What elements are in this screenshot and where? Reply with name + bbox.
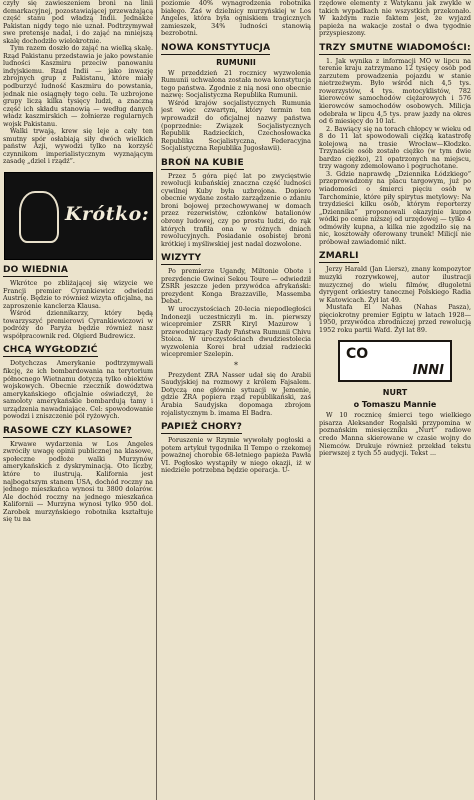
- article-paragraph: Wśród dziennikarzy, który będą towarzyszyć premierowi Cyrankiewiczowi w podróży do Paryża będzie również nasz współpracownik red. Olgierd Budrewicz.: [3, 309, 153, 340]
- article-paragraph: Dotychczas Amerykanie podtrzymywali fikcję, że ich bombardowania na terytorium północnego Wietnamu dotyczą tylko obiektów wojskowych. Obecnie rzecznik dowództwa amerykańskiego oficjalnie oświadczył, że samoloty amerykańskie bombardują tamy i urządzenia nawadniające. Cel: spowodowanie powodzi i zniszczenie pól ryżowych.: [3, 359, 153, 421]
- krotko-section-header: [4, 172, 153, 260]
- logo-text-co: CO: [346, 346, 369, 363]
- article-paragraph: Po premierze Ugandy, Miltonie Obote i prezydencie Gwinei Sekou Toure — odwiedził ZSRR jeszcze jeden przywódca afrykański: prezydent Konga Brazzaville, Massemba Debat.: [161, 267, 311, 306]
- article-paragraph: W przeddzień 21 rocznicy wyzwolenia Rumunii uchwalona została nowa konstytucja tego państwa. Zgodnie z nią nosi ono obecnie nazwę: Socjalistyczna Republika Rumunii.: [161, 68, 311, 100]
- article-paragraph: rzędowe elementy z Watykanu jak zwykle w takich wypadkach nie wszystkich przekonało. W każdym razie faktem jest, że wyjazd papieża na wakacje został o dwa tygodnie przyspieszony.: [319, 0, 471, 38]
- article-paragraph: 3. Gdzie naprawdę „Dziennika Łódzkiego” przeprowadzony na placu targowym, już po wiadomości o śmierci pięciu osób w Tarchominie, które piły spirytus metylowy: Na trzydzieści kilku osób, którym reporterzy „Dziennika” proponowali okazyjnie kupno wódki po cenie niższej od urzędowej — tylko 4 odmówiły kupna, a kilka nie zgodziło się na nic, kosztowały oferowany trunek! Milicji nie próbował zawiadomić nikt.: [319, 169, 471, 246]
- section-heading: BROŃ NA KUBIE: [161, 157, 244, 168]
- section-heading: TRZY SMUTNE WIADOMOŚCI:: [319, 42, 471, 53]
- article-paragraph: Wśród krajów socjalistycznych Rumunia jest więc czwartym, który termin ten wprowadził do oficjalnej nazwy państwa (poprzednie: Związek Socjalistycznych Republik Radzieckich, Czechosłowacka Republika Socjalistyczna, Federacyjna Socjalistyczna Republika Jugosławii).: [161, 98, 311, 153]
- hand-drawing-icon: [19, 191, 59, 243]
- section-heading: PAPIEŻ CHORY?: [161, 422, 243, 433]
- logo-text-inni: INNI: [412, 363, 444, 379]
- co-inni-logo: [338, 340, 452, 382]
- section-heading: RASOWE CZY KLASOWE?: [3, 425, 132, 436]
- column-2: [161, 0, 311, 800]
- section-heading: WIZYTY: [161, 253, 202, 264]
- section-heading: NOWA KONSTYTUCJA: [161, 42, 271, 53]
- article-paragraph: W uroczystościach 20-lecia niepodległości Indonezji uczestniczyli m. in. pierwszy wicepremier ZSRR Kiryl Mazurow i przewodniczący Rady Państwa Rumunii Chivu Stoica. W uroczystościach dwudziestolecia wyzwolenia Korei brał udział radziecki wicepremier Szelepin.: [161, 304, 311, 359]
- article-paragraph: Prezydent ZRA Nasser udał się do Arabii Saudyjskiej na rozmowy z królem Fajsalem. Dotyczą one głównie sytuacji w Jemenie, gdzie ZRA popiera rząd republikański, zaś Arabia Saudyjska dopomaga zbrojom rojalistycznym b. imama El Badra.: [161, 370, 311, 417]
- article-paragraph: Wkrótce po zbliżającej się wizycie we Francji premier Cyrankiewicz odwiedzi Austrię. Będzie to również wizyta oficjalna, na zaproszenie kanclerza Klausa.: [3, 279, 153, 310]
- article-paragraph: czyły się zawieszeniem broni na linii demarkacyjnej, pozostawiającej przeważającą część stanu pod władzą Indii. Jednakże Pakistan nigdy tego nie uznał. Podtrzymywał swe pretensje nadal, i do zająć na mniejszą skalę dochodziło wielokrotnie.: [3, 0, 153, 45]
- section-heading: ZMARLI: [319, 251, 359, 262]
- article-paragraph: Mustafa El Nahas (Nahas Pasza), pięciokrotny premier Egiptu w latach 1928—1950, przywódca zbrodniczej przed rewolucją 1952 roku partii Wafd. Żył lat 89.: [319, 303, 471, 334]
- column-subtitle: o Tomaszu Mannie: [353, 400, 437, 410]
- section-subheading: RUMUNII: [216, 57, 256, 67]
- article-paragraph: Poruszenie w Rzymie wywołały pogłoski a potem artykuł tygodnika Il Tempo o rzekomej poważnej chorobie 68-letniego papieża Pawła VI. Pogłosko wystąpiły w niego okazji, iż w niedziele potrzebna będzie operacja. U-: [161, 436, 311, 475]
- article-paragraph: poziomie 40% wynagrodzenia robotnika białego. Zaś w dzielnicy murzyńskiej w Los Angeles, która była ogniskiem tragicznych zamieszek, 34% ludności stanowią bezrobotni.: [161, 0, 311, 38]
- article-paragraph: Walki trwają, krew się leje a cały ten smutny spór osłabiają siły dwóch wielkich państw Azji, wywodzi tylko na korzyść czynnikom imperialistycznym wyznającym zasadę „dziel i rządź”.: [3, 127, 153, 166]
- column-title: NURT: [382, 388, 408, 398]
- article-paragraph: W 10 rocznicę śmierci tego wielkiego pisarza Aleksander Rogalski przypomina w poznańskim miesięczniku „Nurt” radiowe credo Manna skierowane w czasie wojny do Niemców. Drukuje również przekład tekstu pierwszej z tych 55 audycji. Tekst ...: [319, 411, 471, 458]
- section-heading: DO WIEDNIA: [3, 265, 68, 276]
- column-rule: [156, 0, 157, 800]
- article-paragraph: Jerzy Harald (Jan Liersz), znany kompozytor muzyki rozrywkowej, autor ilustracji muzycznej do wielu filmów, długoletni dyrygent orkiestry tanecznej Polskiego Radia w Katowicach. Żył lat 49.: [319, 265, 471, 304]
- column-3: [319, 0, 471, 800]
- article-paragraph: 1. Jak wynika z informacji MO w lipcu na terenie kraju zatrzymano 12 tysięcy osób pod zarzutem prowadzenia pojazdu w stanie nietrzeźwym. Było wśród nich 4,5 tys. rowerzystów, 4 tys. motocyklistów, 782 kierowców samochodów ciężarowych i 576 kierowców samochodów osobowych. Milicja odebrała w lipcu 4,5 tys. praw jazdy na okres od 6 miesięcy do 10 lat.: [319, 56, 471, 126]
- article-paragraph: 2. Bawiący się na torach chłopcy w wieku od 8 do 11 lat spowodowali ciężką katastrofę kolejową na trasie Wrocław—Kłodzko. Trzynaście osób zostało ciężko (w tym dwie bardzo ciężko), 21 opatrzonych na miejscu, trzy wagony zdemolowano i pogruchotane.: [319, 124, 471, 171]
- article-paragraph: Tym razem doszło do zająć na wielką skalę. Rząd Pakistanu przedstawia je jako powstanie ludności Kaszmiru przeciw panowaniu indyjskiemu. Rząd Indii — jako inwazję zbrojnych grup z Pakistanu, które miały podburzyć ludność Kaszmiru do powstania, jednak nie osiągnęły tego celu. Te uzbrojone grupy liczą kilka tysięcy ludzi, a znaczną część ich składu stanowią — według danych władz kaszmirskich — żołnierze regularnych wojsk Pakistanu.: [3, 44, 153, 128]
- article-paragraph: Krwawe wydarzenia w Los Angeles zwróciły uwagę opinii publicznej na klasowe, społeczne podłoże walki Murzynów amerykańskich z dyskryminacją. Oto liczby, które to ilustrują. Kalifornia jest najbogatszym stanem USA, dochód roczny na jednego mieszkańca wynosi tu 3800 dolarów. Ale dochód roczny na jednego mieszkańca Kalifornii — Murzyna wynosi tylko 950 dol. Zarobek murzyńskiego robotnika kształtuje się tu na: [3, 439, 153, 524]
- section-separator: *: [234, 360, 238, 370]
- krotko-label: Krótko:: [65, 203, 150, 226]
- column-rule: [314, 0, 315, 800]
- column-1: [3, 0, 153, 800]
- article-paragraph: Przez 5 góra pięć lat po zwycięstwie rewolucji kubańskiej znaczna część ludności cywilnej Kuby była uzbrojona. Dopiero obecnie wydane zostało zarządzenie o zdaniu broni bojowej przechowywanej w domach przez rezerwistów, członków batalionów obrony ludowej, czy po prostu ludzi, do rąk których trafiła ona w różnych dniach rewolucyjnych. Posiadanie osobistej broni krótkiej i myśliwskiej jest nadal dozwolone.: [161, 171, 311, 248]
- section-heading: CHCĄ WYGŁODZIĆ: [3, 345, 98, 356]
